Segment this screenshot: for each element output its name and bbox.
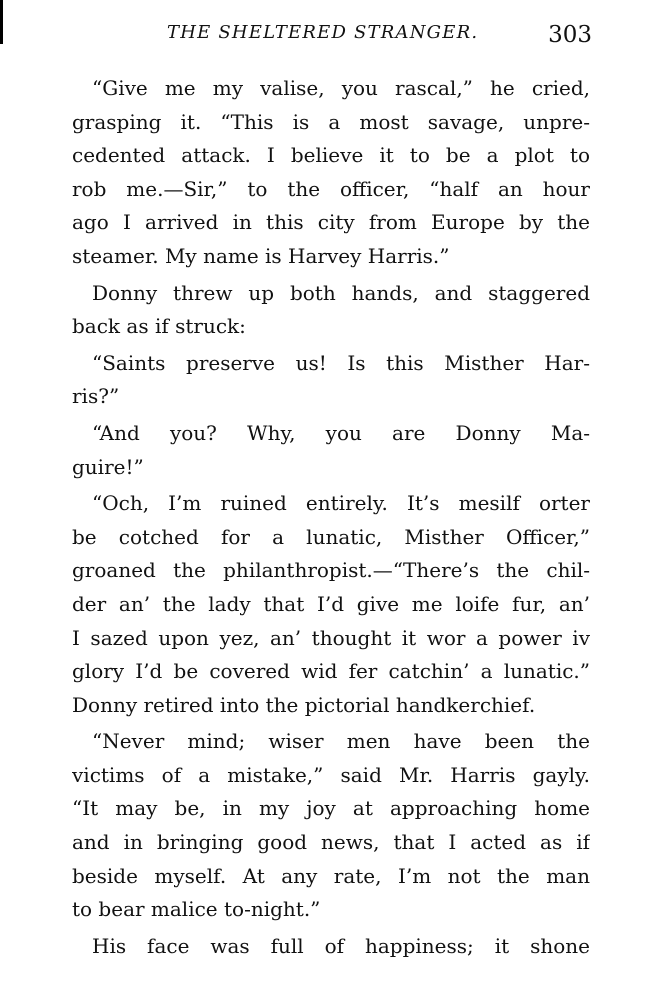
text-line: His face was full of happiness; it shone — [92, 933, 590, 958]
paragraph-7 — [72, 930, 590, 964]
text-line: victims of a mistake,” said Mr. Harris gayly. — [72, 762, 590, 787]
text-line: steamer. My name is Harvey Harris.” — [72, 243, 450, 268]
text-line: back as if struck: — [72, 314, 246, 339]
paragraph-4 — [72, 417, 590, 484]
page-header — [72, 22, 592, 52]
text-line: rob me.—Sir,” to the officer, “half an hour — [72, 176, 590, 201]
text-line: Donny retired into the pictorial handkerchief. — [72, 692, 536, 717]
text-line: “Never mind; wiser men have been the — [92, 729, 590, 754]
paragraph-6 — [72, 725, 590, 927]
text-line: Donny threw up both hands, and staggered — [92, 280, 590, 305]
paragraph-2 — [72, 277, 590, 344]
text-line: grasping it. “This is a most savage, unpre- — [72, 109, 590, 134]
text-line: ris?” — [72, 384, 120, 409]
text-line: “Saints preserve us! Is this Misther Har- — [92, 350, 590, 375]
text-line: and in bringing good news, that I acted as if — [72, 830, 590, 855]
page-number: 303 — [548, 22, 592, 48]
text-line: cedented attack. I believe it to be a plot to — [72, 143, 590, 168]
text-line: “Och, I’m ruined entirely. It’s mesilf orter — [92, 491, 590, 516]
body-text — [72, 72, 590, 966]
text-line: “Give me my valise, you rascal,” he cried, — [92, 76, 590, 100]
text-line: to bear malice to-night.” — [72, 897, 321, 922]
text-line: glory I’d be covered wid fer catchin’ a lunatic.” — [72, 659, 590, 684]
text-line: “It may be, in my joy at approaching home — [72, 796, 590, 821]
text-line: ago I arrived in this city from Europe by the — [72, 210, 590, 235]
text-line: I sazed upon yez, an’ thought it wor a power iv — [72, 625, 590, 650]
text-line: der an’ the lady that I’d give me loife fur, an’ — [72, 591, 590, 616]
text-line: groaned the philanthropist.—“There’s the chil- — [72, 558, 590, 583]
paragraph-3 — [72, 347, 590, 414]
text-line: beside myself. At any rate, I’m not the man — [72, 863, 590, 888]
text-line: “And you? Why, you are Donny Ma- — [92, 420, 590, 445]
running-title: THE SHELTERED STRANGER. — [167, 22, 479, 43]
text-line: guire!” — [72, 454, 144, 479]
paragraph-5 — [72, 487, 590, 722]
text-line: be cotched for a lunatic, Misther Officer,” — [72, 524, 590, 549]
page-edge-mark — [0, 0, 3, 44]
paragraph-1 — [72, 72, 590, 274]
